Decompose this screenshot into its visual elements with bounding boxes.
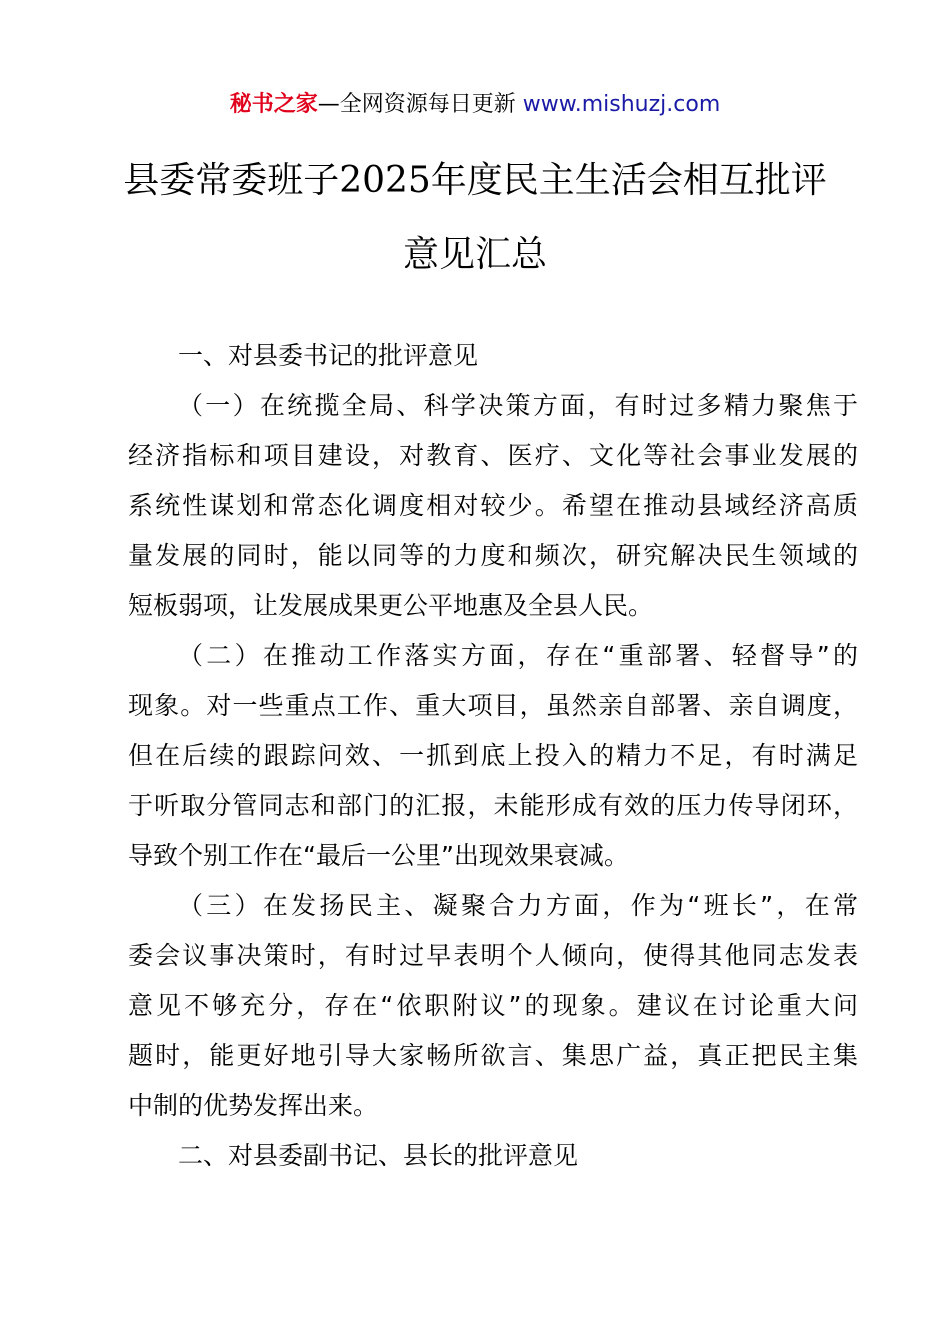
paragraph-1-line-5: 短板弱项，让发展成果更公平地惠及全县人民。 bbox=[128, 591, 654, 620]
paragraph-3-line-4: 题时，能更好地引导大家畅所欲言、集思广益，真正把民主集 bbox=[128, 1041, 858, 1070]
header-slogan: —全网资源每日更新 bbox=[317, 92, 516, 117]
paragraph-3-line-3: 意见不够充分，存在“依职附议”的现象。建议在讨论重大问 bbox=[128, 991, 858, 1020]
paragraph-3-line-5: 中制的优势发挥出来。 bbox=[128, 1091, 379, 1120]
paragraph-2-line-1: （二）在推动工作落实方面，存在“重部署、轻督导”的 bbox=[178, 641, 858, 670]
paragraph-2-line-2: 现象。对一些重点工作、重大项目，虽然亲自部署、亲自调度， bbox=[128, 691, 858, 720]
paragraph-1-line-4: 量发展的同时，能以同等的力度和频次，研究解决民生领域的 bbox=[128, 541, 858, 570]
paragraph-1-line-2: 经济指标和项目建设，对教育、医疗、文化等社会事业发展的 bbox=[128, 441, 858, 470]
header-brand: 秘书之家 bbox=[229, 92, 318, 117]
paragraph-2-line-3: 但在后续的跟踪问效、一抓到底上投入的精力不足，有时满足 bbox=[128, 741, 858, 770]
document-title-line-1: 县委常委班子2025年度民主生活会相互批评 bbox=[123, 160, 827, 201]
paragraph-3-line-2: 委会议事决策时，有时过早表明个人倾向，使得其他同志发表 bbox=[128, 941, 858, 970]
header-url-link[interactable]: www.mishuzj.com bbox=[522, 92, 721, 117]
section-heading-2: 二、对县委副书记、县长的批评意见 bbox=[178, 1141, 579, 1170]
site-header bbox=[0, 88, 950, 122]
document-body bbox=[128, 331, 858, 1181]
paragraph-1-line-1: （一）在统揽全局、科学决策方面，有时过多精力聚焦于 bbox=[178, 391, 858, 420]
paragraph-3-line-1: （三）在发扬民主、凝聚合力方面，作为“班长”，在常 bbox=[178, 891, 858, 920]
paragraph-2-line-5: 导致个别工作在“最后一公里”出现效果衰减。 bbox=[128, 841, 629, 870]
section-heading-1: 一、对县委书记的批评意见 bbox=[178, 341, 479, 370]
paragraph-2-line-4: 于听取分管同志和部门的汇报，未能形成有效的压力传导闭环， bbox=[128, 791, 858, 820]
paragraph-1-line-3: 系统性谋划和常态化调度相对较少。希望在推动县域经济高质 bbox=[128, 491, 858, 520]
document-title-line-2: 意见汇总 bbox=[402, 234, 547, 275]
